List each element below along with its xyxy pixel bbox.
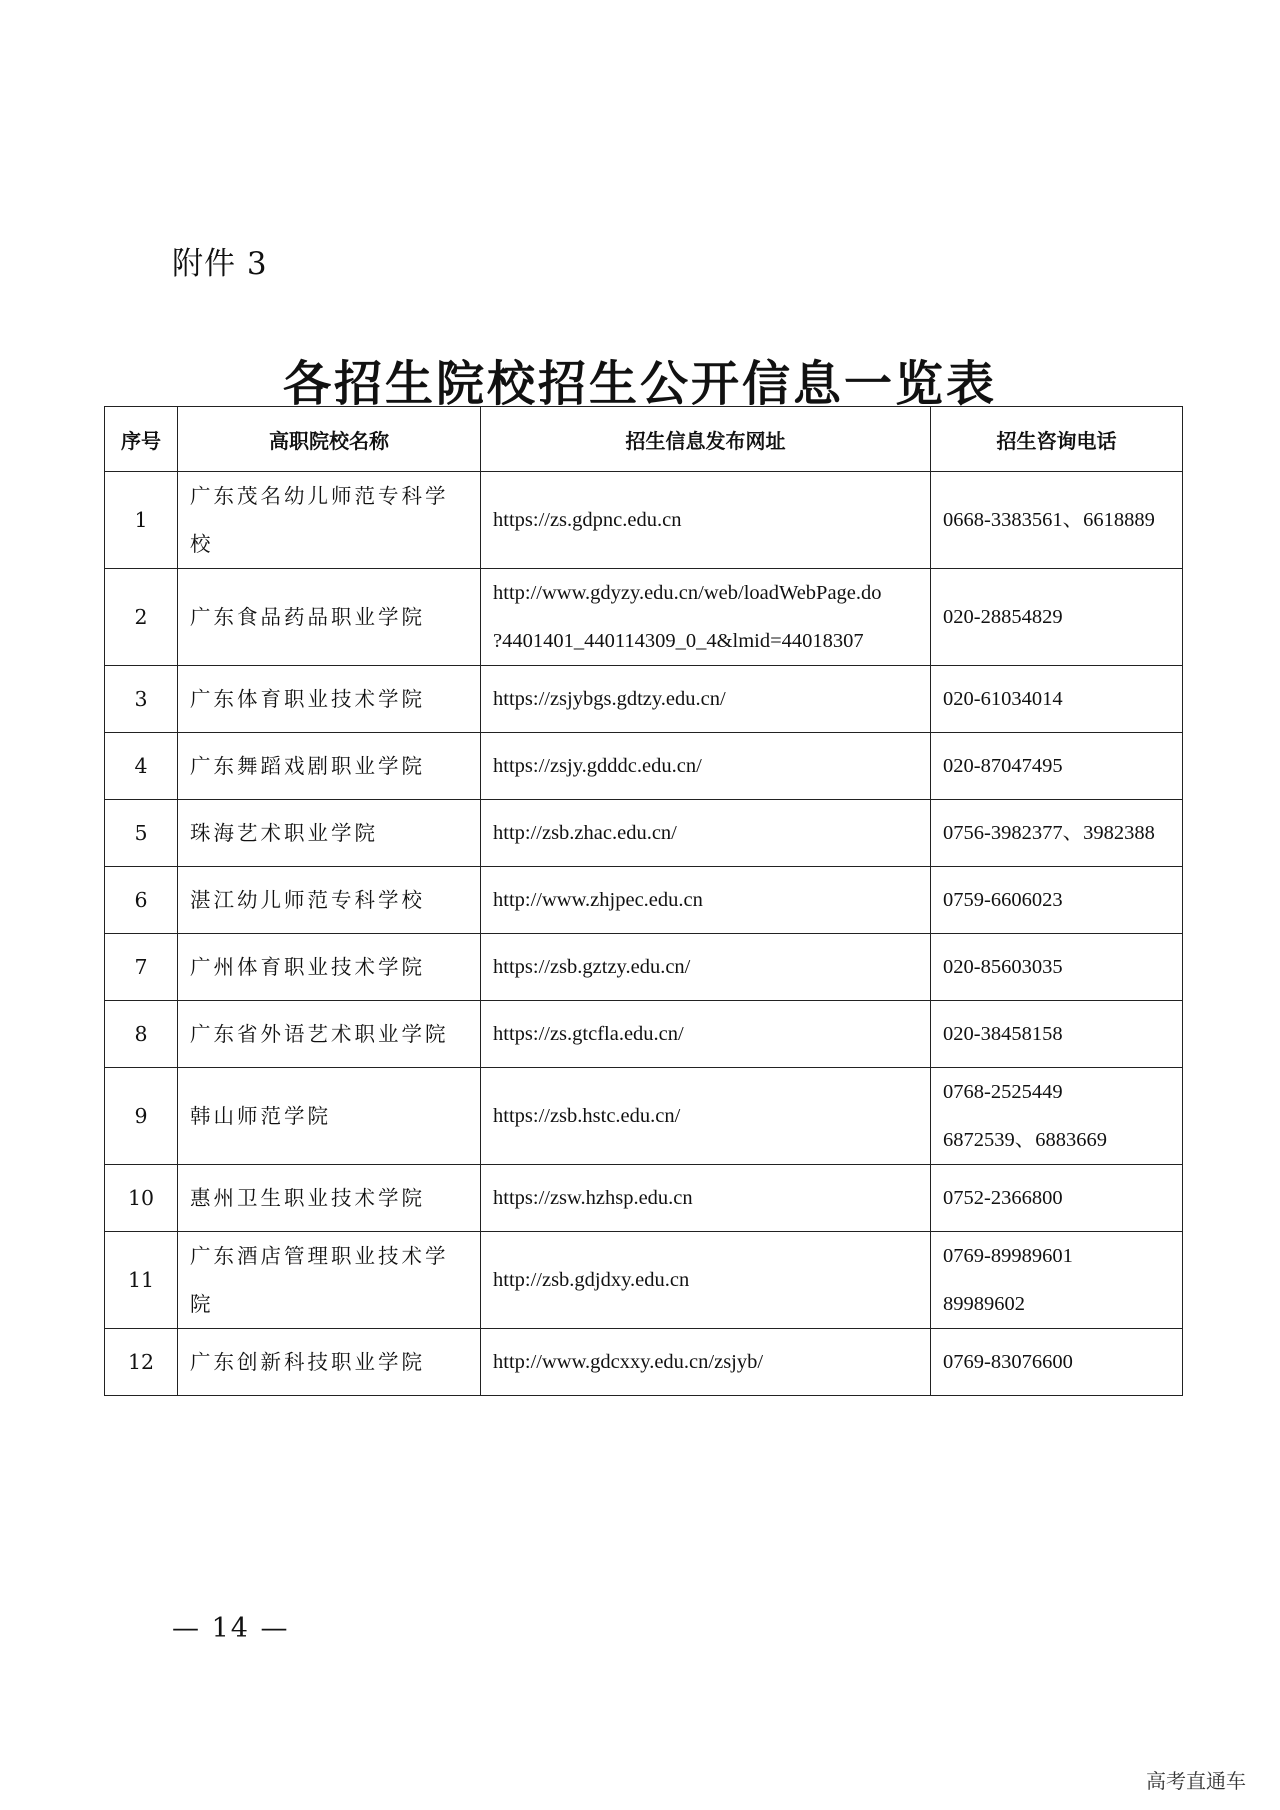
cell-website <box>481 934 931 1001</box>
website-link[interactable]: http://zsb.gdjdxy.edu.cn <box>493 1269 690 1291</box>
table-row <box>105 867 1183 934</box>
phone-number: 020-38458158 <box>943 1023 1063 1045</box>
table-row <box>105 666 1183 733</box>
phone-number: 0668-3383561、6618889 <box>943 509 1155 531</box>
cell-website <box>481 1329 931 1396</box>
cell-serial: 7 <box>105 934 178 1001</box>
cell-website <box>481 800 931 867</box>
cell-serial: 3 <box>105 666 178 733</box>
cell-serial: 9 <box>105 1068 178 1165</box>
table-row <box>105 1068 1183 1165</box>
table-row <box>105 1232 1183 1329</box>
header-school-name: 高职院校名称 <box>178 407 481 472</box>
cell-website <box>481 1001 931 1068</box>
website-link[interactable]: ?4401401_440114309_0_4&lmid=44018307 <box>493 630 864 652</box>
table-header-row <box>105 407 1183 472</box>
cell-serial: 4 <box>105 733 178 800</box>
cell-phone <box>931 1329 1183 1396</box>
table-row <box>105 733 1183 800</box>
phone-number: 020-85603035 <box>943 956 1063 978</box>
cell-phone <box>931 569 1183 666</box>
website-link[interactable]: https://zsb.hstc.edu.cn/ <box>493 1105 681 1127</box>
cell-school-name: 广东体育职业技术学院 <box>178 666 481 733</box>
cell-phone <box>931 666 1183 733</box>
cell-school-name: 广东舞蹈戏剧职业学院 <box>178 733 481 800</box>
header-website: 招生信息发布网址 <box>481 407 931 472</box>
cell-school-name: 广东食品药品职业学院 <box>178 569 481 666</box>
cell-phone <box>931 1001 1183 1068</box>
page-number: — 14 — <box>172 1613 290 1644</box>
website-link[interactable]: http://www.gdcxxy.edu.cn/zsjyb/ <box>493 1351 764 1373</box>
cell-school-name: 韩山师范学院 <box>178 1068 481 1165</box>
cell-website <box>481 666 931 733</box>
website-link[interactable]: https://zsb.gztzy.edu.cn/ <box>493 956 691 978</box>
website-link[interactable]: https://zsjybgs.gdtzy.edu.cn/ <box>493 688 726 710</box>
table-row <box>105 1165 1183 1232</box>
website-link[interactable]: http://www.zhjpec.edu.cn <box>493 889 703 911</box>
table-row <box>105 569 1183 666</box>
cell-phone <box>931 800 1183 867</box>
cell-serial: 8 <box>105 1001 178 1068</box>
phone-number: 0759-6606023 <box>943 889 1063 911</box>
table-row <box>105 800 1183 867</box>
cell-serial: 6 <box>105 867 178 934</box>
cell-school-name: 广东茂名幼儿师范专科学校 <box>178 472 481 569</box>
table-body <box>105 472 1183 1396</box>
cell-school-name: 珠海艺术职业学院 <box>178 800 481 867</box>
cell-website <box>481 1068 931 1165</box>
phone-number: 020-28854829 <box>943 606 1063 628</box>
cell-website <box>481 569 931 666</box>
admissions-info-table <box>104 406 1183 1396</box>
cell-phone <box>931 1068 1183 1165</box>
cell-website <box>481 1165 931 1232</box>
phone-number: 89989602 <box>943 1293 1025 1315</box>
website-link[interactable]: https://zs.gtcfla.edu.cn/ <box>493 1023 684 1045</box>
cell-website <box>481 733 931 800</box>
page-title: 各招生院校招生公开信息一览表 <box>282 356 997 412</box>
phone-number: 0768-2525449 <box>943 1081 1063 1103</box>
cell-phone <box>931 733 1183 800</box>
cell-phone <box>931 934 1183 1001</box>
cell-serial: 10 <box>105 1165 178 1232</box>
phone-number: 0769-83076600 <box>943 1351 1073 1373</box>
phone-number: 020-87047495 <box>943 755 1063 777</box>
table-row <box>105 472 1183 569</box>
cell-school-name: 广东省外语艺术职业学院 <box>178 1001 481 1068</box>
cell-serial: 2 <box>105 569 178 666</box>
table-row <box>105 1329 1183 1396</box>
website-link[interactable]: http://www.gdyzy.edu.cn/web/loadWebPage.do <box>493 582 882 604</box>
cell-serial: 11 <box>105 1232 178 1329</box>
cell-school-name: 湛江幼儿师范专科学校 <box>178 867 481 934</box>
header-phone: 招生咨询电话 <box>931 407 1183 472</box>
phone-number: 020-61034014 <box>943 688 1063 710</box>
cell-serial: 1 <box>105 472 178 569</box>
website-link[interactable]: http://zsb.zhac.edu.cn/ <box>493 822 677 844</box>
table-row <box>105 1001 1183 1068</box>
cell-school-name: 惠州卫生职业技术学院 <box>178 1165 481 1232</box>
cell-website <box>481 1232 931 1329</box>
cell-website <box>481 472 931 569</box>
cell-school-name: 广州体育职业技术学院 <box>178 934 481 1001</box>
watermark: 高考直通车 <box>1146 1769 1246 1793</box>
website-link[interactable]: https://zsw.hzhsp.edu.cn <box>493 1187 693 1209</box>
cell-serial: 12 <box>105 1329 178 1396</box>
phone-number: 0769-89989601 <box>943 1245 1073 1267</box>
attachment-label: 附件 3 <box>172 246 268 282</box>
website-link[interactable]: https://zs.gdpnc.edu.cn <box>493 509 682 531</box>
cell-phone <box>931 472 1183 569</box>
cell-phone <box>931 1232 1183 1329</box>
table-row <box>105 934 1183 1001</box>
cell-school-name: 广东酒店管理职业技术学院 <box>178 1232 481 1329</box>
phone-number: 0752-2366800 <box>943 1187 1063 1209</box>
cell-school-name: 广东创新科技职业学院 <box>178 1329 481 1396</box>
header-serial: 序号 <box>105 407 178 472</box>
cell-website <box>481 867 931 934</box>
phone-number: 0756-3982377、3982388 <box>943 822 1155 844</box>
cell-serial: 5 <box>105 800 178 867</box>
cell-phone <box>931 1165 1183 1232</box>
cell-phone <box>931 867 1183 934</box>
website-link[interactable]: https://zsjy.gdddc.edu.cn/ <box>493 755 702 777</box>
phone-number: 6872539、6883669 <box>943 1129 1107 1151</box>
